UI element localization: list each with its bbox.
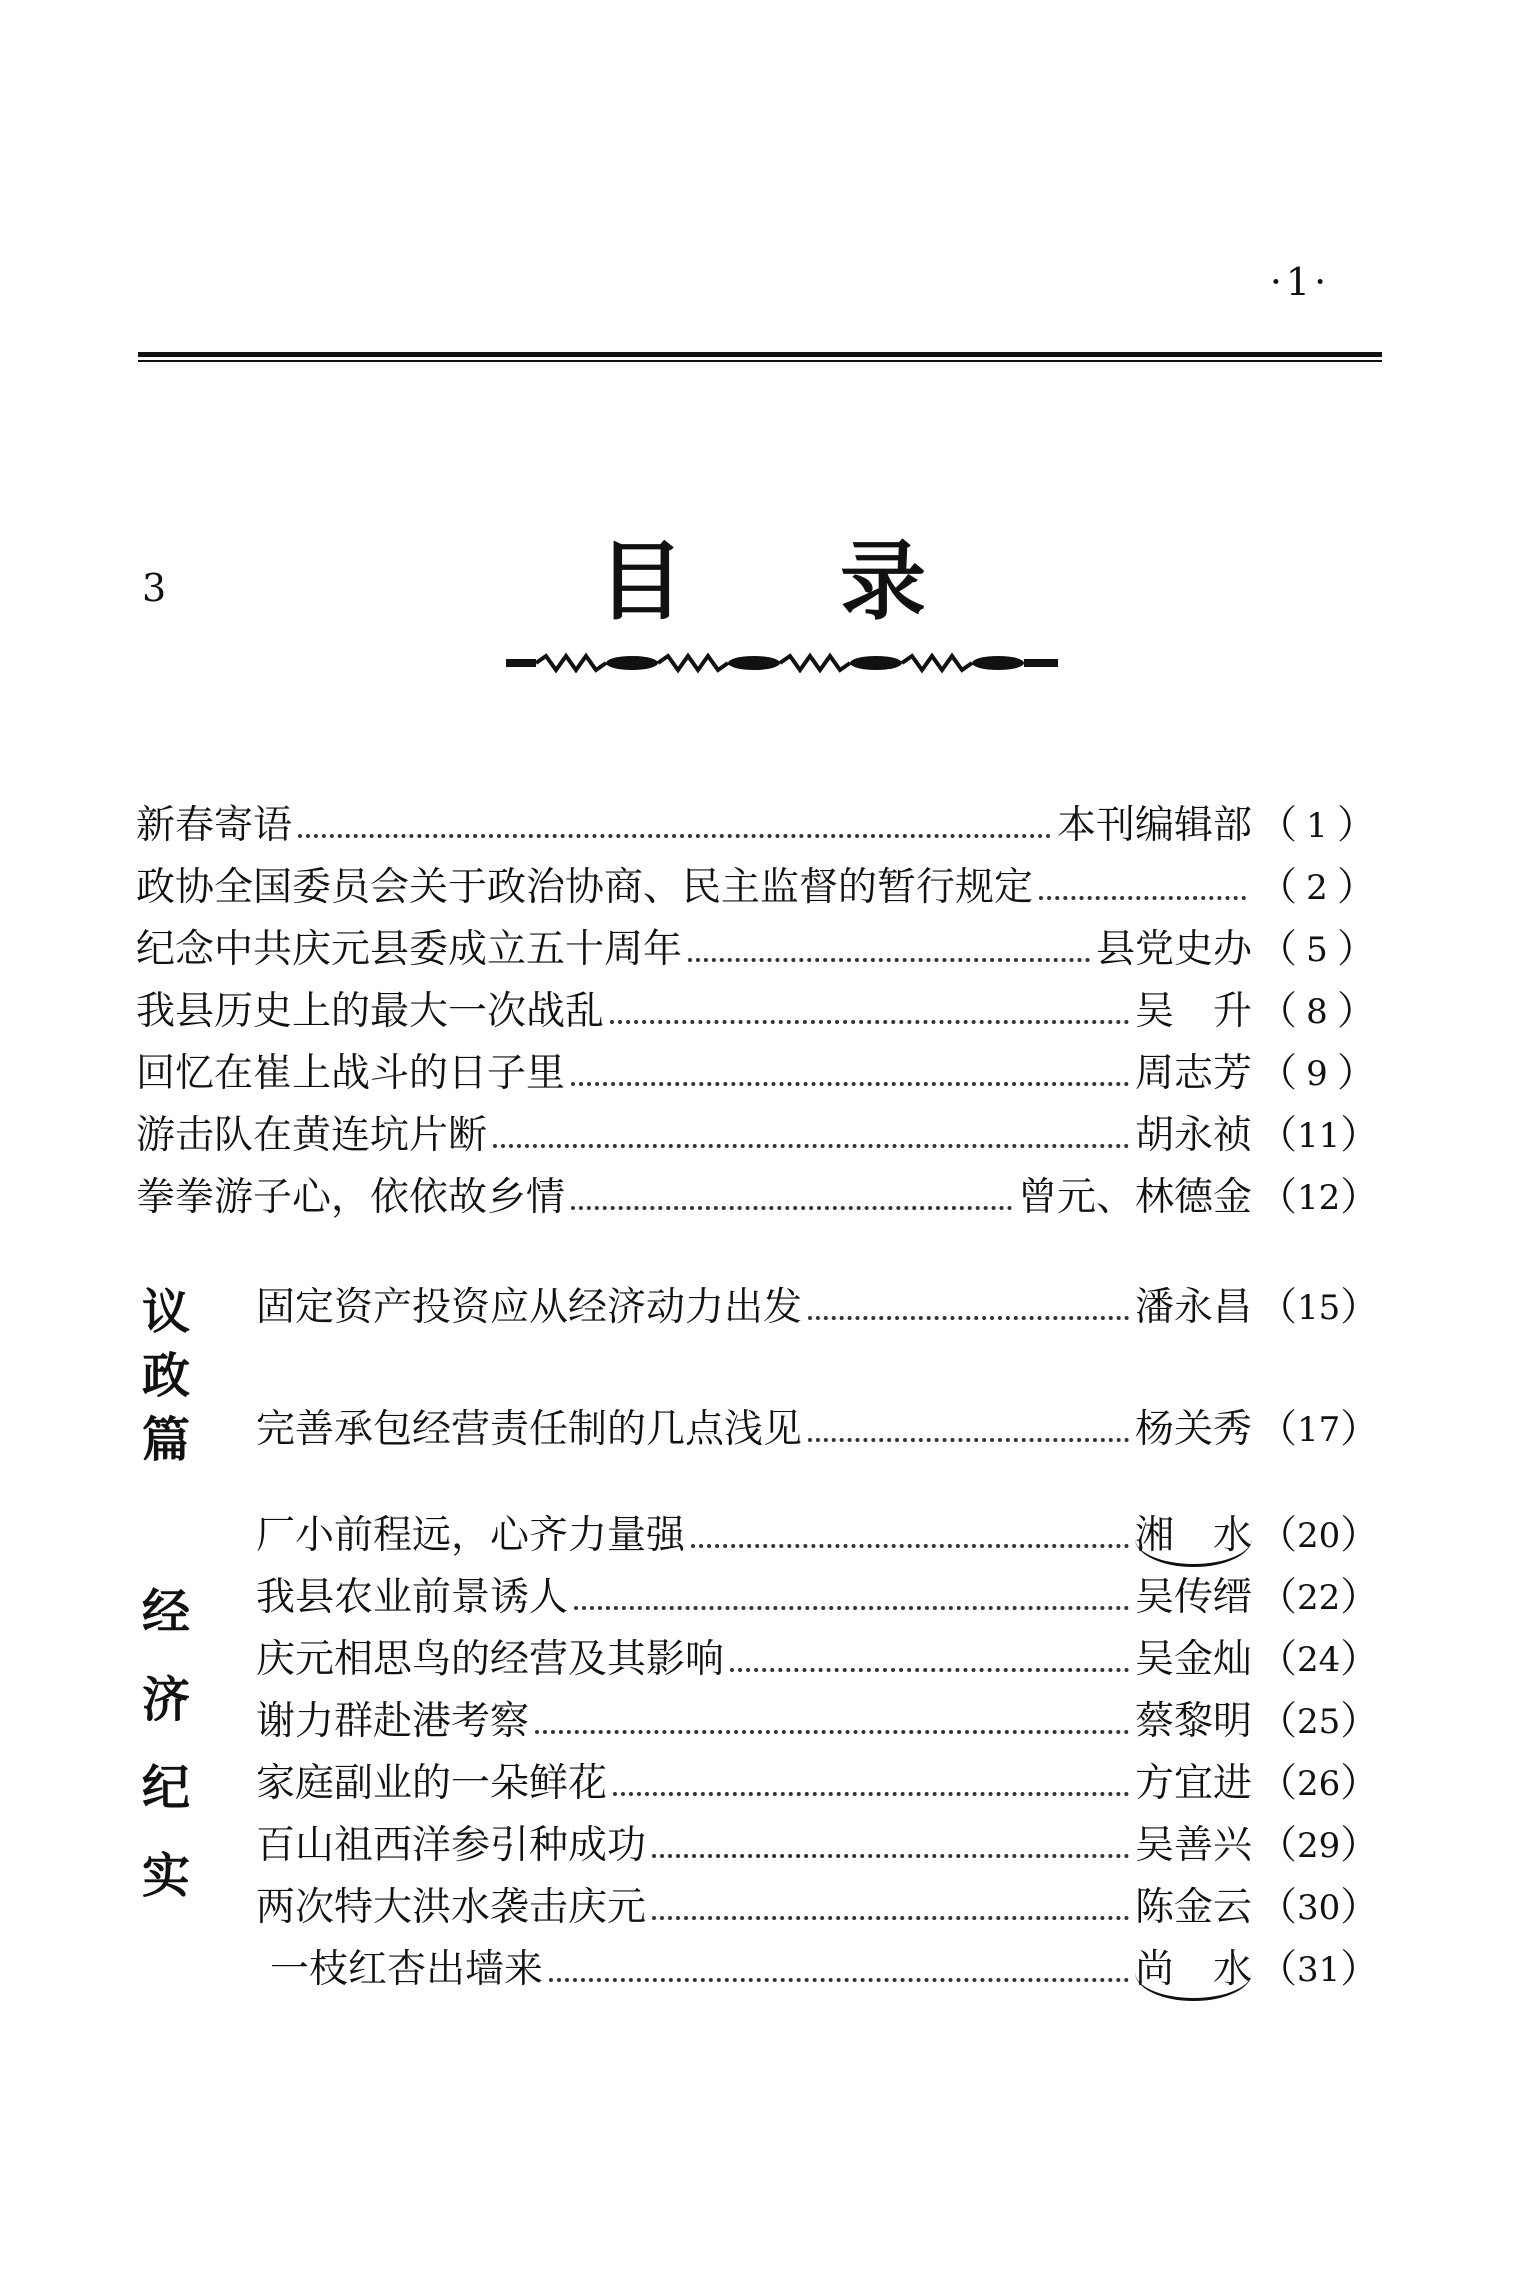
toc-entry[interactable] — [136, 862, 1376, 914]
entry-title: 厂小前程远，心齐力量强 — [256, 1513, 686, 1558]
entry-page: （ 30 ） — [1258, 1885, 1380, 1930]
entry-author: 县党史办 — [1095, 927, 1252, 972]
toc-entry[interactable] — [256, 1820, 1380, 1872]
entry-author: 本刊编辑部 — [1056, 803, 1252, 848]
dot-leader — [574, 1606, 1129, 1610]
entry-title: 一枝红杏出墙来 — [270, 1947, 544, 1992]
toc-entry[interactable] — [256, 1572, 1380, 1624]
entry-title: 纪念中共庆元县委成立五十周年 — [136, 927, 683, 972]
entry-page: （ 5 ） — [1258, 927, 1376, 972]
page-number: ·1· — [1269, 260, 1331, 304]
entry-title: 家庭副业的一朵鲜花 — [256, 1761, 608, 1806]
dot-leader — [610, 1020, 1129, 1024]
dot-leader — [613, 1792, 1129, 1796]
toc-entry[interactable] — [270, 1944, 1380, 1996]
entry-page: （ 1 ） — [1258, 803, 1376, 848]
entry-author: 胡永祯 — [1134, 1113, 1252, 1158]
dot-leader — [571, 1082, 1129, 1086]
section-label-jingji-jishi: 经 济 纪 实 — [141, 1584, 190, 1904]
entry-title: 新春寄语 — [136, 803, 293, 848]
entry-page: （ 31 ） — [1258, 1947, 1380, 1992]
toc-entry[interactable] — [256, 1282, 1380, 1334]
dot-leader — [730, 1668, 1129, 1672]
entry-title: 庆元相思鸟的经营及其影响 — [256, 1637, 725, 1682]
entry-title: 我县农业前景诱人 — [256, 1575, 569, 1620]
toc-entry[interactable] — [136, 924, 1376, 976]
entry-page: （ 22 ） — [1258, 1575, 1380, 1620]
dot-leader — [808, 1316, 1129, 1320]
toc-entry[interactable] — [136, 800, 1376, 852]
toc-title-char-1: 目 — [598, 532, 684, 632]
entry-author: 吴 升 — [1134, 989, 1252, 1034]
entry-author: 吴传缙 — [1134, 1575, 1252, 1620]
toc-title — [598, 522, 938, 642]
entry-page: （ 20 ） — [1258, 1513, 1380, 1558]
dot-leader — [549, 1978, 1129, 1982]
dot-leader — [571, 1206, 1012, 1210]
entry-page: （ 12 ） — [1258, 1175, 1380, 1220]
entry-title: 百山祖西洋参引种成功 — [256, 1823, 647, 1868]
dot-leader — [808, 1438, 1129, 1442]
dot-leader — [652, 1854, 1129, 1858]
toc-entry[interactable] — [136, 986, 1376, 1038]
entry-title: 谢力群赴港考察 — [256, 1699, 530, 1744]
entry-title: 政协全国委员会关于政治协商、民主监督的暂行规定 — [136, 865, 1034, 910]
entry-author: 方宜进 — [1134, 1761, 1252, 1806]
toc-entry[interactable] — [256, 1758, 1380, 1810]
entry-author: 杨关秀 — [1134, 1407, 1252, 1452]
entry-author: 曾元、林德金 — [1017, 1175, 1252, 1220]
toc-entry[interactable] — [256, 1634, 1380, 1686]
entry-title: 回忆在崔上战斗的日子里 — [136, 1051, 566, 1096]
entry-title: 完善承包经营责任制的几点浅见 — [256, 1407, 803, 1452]
entry-author: 湘 水 — [1135, 1510, 1252, 1567]
entry-title: 我县历史上的最大一次战乱 — [136, 989, 605, 1034]
toc-entry[interactable] — [256, 1510, 1380, 1562]
dot-leader — [691, 1544, 1129, 1548]
title-ornament — [506, 648, 1058, 678]
entry-author: 尚 水 — [1135, 1944, 1252, 2001]
entry-page: （ 15 ） — [1258, 1285, 1380, 1330]
entry-page: （ 9 ） — [1258, 1051, 1376, 1096]
entry-page: （ 8 ） — [1258, 989, 1376, 1034]
toc-entry[interactable] — [136, 1110, 1380, 1162]
dot-leader — [298, 834, 1051, 838]
header-rule — [138, 352, 1382, 362]
entry-page: （ 29 ） — [1258, 1823, 1380, 1868]
toc-entry[interactable] — [256, 1696, 1380, 1748]
section-label-yizheng: 议 政 篇 — [141, 1284, 190, 1468]
entry-page: （ 24 ） — [1258, 1637, 1380, 1682]
side-number: 3 — [142, 566, 167, 610]
dot-leader — [1039, 896, 1246, 900]
entry-author: 吴金灿 — [1134, 1637, 1252, 1682]
entry-author: 陈金云 — [1134, 1885, 1252, 1930]
entry-title: 固定资产投资应从经济动力出发 — [256, 1285, 803, 1330]
entry-author: 吴善兴 — [1134, 1823, 1252, 1868]
entry-page: （ 26 ） — [1258, 1761, 1380, 1806]
toc-entry[interactable] — [136, 1048, 1376, 1100]
toc-entry[interactable] — [136, 1172, 1380, 1224]
toc-title-char-2: 录 — [840, 532, 926, 632]
dot-leader — [535, 1730, 1129, 1734]
entry-page: （ 2 ） — [1258, 865, 1376, 910]
entry-author: 蔡黎明 — [1134, 1699, 1252, 1744]
dot-leader — [652, 1916, 1129, 1920]
entry-title: 游击队在黄连坑片断 — [136, 1113, 488, 1158]
entry-title: 两次特大洪水袭击庆元 — [256, 1885, 647, 1930]
entry-page: （ 17 ） — [1258, 1407, 1380, 1452]
dot-leader — [688, 958, 1090, 962]
dot-leader — [493, 1144, 1129, 1148]
entry-page: （ 25 ） — [1258, 1699, 1380, 1744]
entry-author: 潘永昌 — [1134, 1285, 1252, 1330]
entry-title: 拳拳游子心，依依故乡情 — [136, 1175, 566, 1220]
entry-author: 周志芳 — [1134, 1051, 1252, 1096]
entry-page: （ 11 ） — [1258, 1113, 1380, 1158]
toc-entry[interactable] — [256, 1404, 1380, 1456]
toc-entry[interactable] — [256, 1882, 1380, 1934]
